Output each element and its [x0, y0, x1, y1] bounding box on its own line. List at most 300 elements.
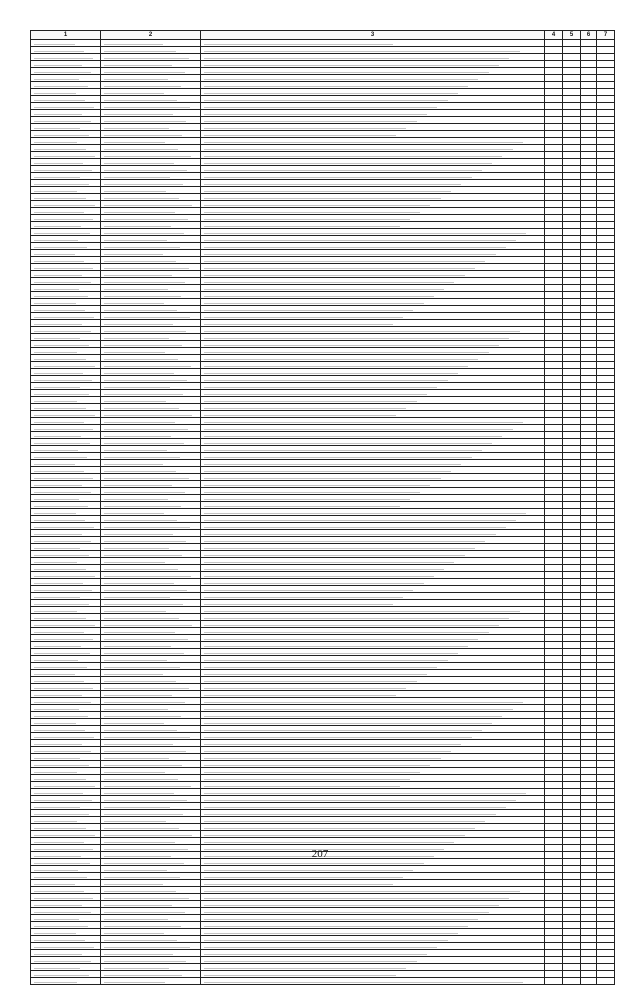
table-cell	[563, 978, 581, 985]
table-cell	[101, 558, 201, 565]
table-cell	[545, 383, 563, 390]
illegible-text-line	[34, 919, 79, 920]
table-cell	[31, 761, 101, 768]
table-row	[31, 362, 615, 369]
illegible-text-line	[204, 205, 430, 206]
illegible-text-line	[204, 779, 410, 780]
table-cell	[101, 145, 201, 152]
table-cell	[31, 698, 101, 705]
illegible-text-line	[104, 219, 188, 220]
table-cell	[201, 866, 545, 873]
illegible-text-line	[104, 478, 189, 479]
table-cell	[201, 628, 545, 635]
illegible-text-line	[34, 863, 90, 864]
table-cell	[581, 82, 597, 89]
table-cell	[545, 565, 563, 572]
table-cell	[31, 348, 101, 355]
table-cell	[581, 621, 597, 628]
table-cell	[563, 880, 581, 887]
table-cell	[545, 796, 563, 803]
illegible-text-line	[34, 401, 77, 402]
table-row	[31, 971, 615, 978]
table-cell	[201, 159, 545, 166]
table-cell	[31, 670, 101, 677]
table-cell	[581, 866, 597, 873]
table-cell	[581, 642, 597, 649]
table-cell	[597, 824, 615, 831]
illegible-text-line	[34, 555, 89, 556]
table-cell	[101, 600, 201, 607]
illegible-text-line	[34, 723, 76, 724]
table-cell	[597, 320, 615, 327]
illegible-text-line	[104, 639, 188, 640]
table-cell	[545, 894, 563, 901]
table-row	[31, 747, 615, 754]
table-row	[31, 250, 615, 257]
table-cell	[545, 145, 563, 152]
illegible-text-line	[204, 436, 502, 437]
table-cell	[31, 768, 101, 775]
table-cell	[545, 110, 563, 117]
table-cell	[597, 453, 615, 460]
table-cell	[581, 600, 597, 607]
table-row	[31, 257, 615, 264]
illegible-text-line	[204, 506, 400, 507]
illegible-text-line	[34, 240, 78, 241]
table-cell	[545, 474, 563, 481]
table-cell	[563, 229, 581, 236]
table-cell	[581, 460, 597, 467]
table-row	[31, 754, 615, 761]
table-cell	[201, 796, 545, 803]
table-cell	[201, 271, 545, 278]
table-cell	[563, 285, 581, 292]
illegible-text-line	[104, 226, 171, 227]
table-cell	[31, 411, 101, 418]
illegible-text-line	[104, 604, 183, 605]
illegible-text-line	[34, 198, 86, 199]
table-cell	[563, 866, 581, 873]
table-cell	[31, 915, 101, 922]
table-cell	[581, 677, 597, 684]
illegible-text-line	[204, 128, 406, 129]
table-cell	[31, 467, 101, 474]
illegible-text-line	[104, 583, 174, 584]
table-cell	[31, 691, 101, 698]
table-row	[31, 719, 615, 726]
illegible-text-line	[204, 331, 520, 332]
illegible-text-line	[34, 765, 89, 766]
table-row	[31, 264, 615, 271]
table-cell	[31, 229, 101, 236]
table-cell	[31, 887, 101, 894]
illegible-text-line	[34, 394, 89, 395]
col-4: 4	[545, 31, 563, 40]
illegible-text-line	[34, 800, 92, 801]
table-cell	[581, 397, 597, 404]
table-cell	[31, 705, 101, 712]
table-cell	[31, 614, 101, 621]
illegible-text-line	[104, 968, 169, 969]
table-cell	[581, 299, 597, 306]
table-cell	[581, 901, 597, 908]
illegible-text-line	[104, 751, 186, 752]
table-cell	[31, 733, 101, 740]
illegible-text-line	[204, 429, 513, 430]
table-cell	[597, 831, 615, 838]
illegible-text-line	[104, 681, 176, 682]
illegible-text-line	[104, 569, 178, 570]
table-cell	[581, 173, 597, 180]
table-cell	[563, 544, 581, 551]
table-cell	[101, 698, 201, 705]
table-cell	[581, 558, 597, 565]
table-cell	[31, 320, 101, 327]
table-cell	[581, 551, 597, 558]
illegible-text-line	[104, 660, 167, 661]
table-cell	[563, 635, 581, 642]
illegible-text-line	[34, 44, 75, 45]
table-cell	[563, 775, 581, 782]
table-cell	[101, 243, 201, 250]
table-cell	[563, 327, 581, 334]
illegible-text-line	[34, 366, 95, 367]
illegible-text-line	[104, 275, 172, 276]
table-cell	[201, 887, 545, 894]
illegible-text-line	[34, 779, 86, 780]
table-cell	[201, 355, 545, 362]
table-cell	[597, 425, 615, 432]
table-cell	[201, 180, 545, 187]
table-cell	[101, 684, 201, 691]
table-cell	[201, 950, 545, 957]
table-cell	[201, 978, 545, 985]
table-cell	[597, 572, 615, 579]
table-cell	[31, 362, 101, 369]
illegible-text-line	[104, 576, 191, 577]
table-cell	[597, 726, 615, 733]
table-cell	[31, 201, 101, 208]
illegible-text-line	[104, 947, 190, 948]
illegible-text-line	[204, 891, 520, 892]
table-cell	[563, 691, 581, 698]
table-cell	[597, 719, 615, 726]
illegible-text-line	[34, 576, 95, 577]
illegible-text-line	[34, 737, 94, 738]
table-cell	[581, 376, 597, 383]
table-row	[31, 75, 615, 82]
illegible-text-line	[104, 625, 192, 626]
table-cell	[581, 803, 597, 810]
table-cell	[101, 54, 201, 61]
table-cell	[101, 565, 201, 572]
illegible-text-line	[204, 492, 420, 493]
table-cell	[597, 61, 615, 68]
table-cell	[581, 446, 597, 453]
table-cell	[597, 565, 615, 572]
illegible-text-line	[204, 919, 478, 920]
table-row	[31, 684, 615, 691]
table-cell	[563, 61, 581, 68]
illegible-text-line	[104, 429, 188, 430]
table-row	[31, 320, 615, 327]
table-cell	[597, 292, 615, 299]
illegible-text-line	[34, 632, 84, 633]
table-row	[31, 404, 615, 411]
table-row	[31, 397, 615, 404]
table-cell	[31, 621, 101, 628]
table-cell	[581, 208, 597, 215]
illegible-text-line	[204, 443, 492, 444]
illegible-text-line	[204, 968, 406, 969]
table-cell	[201, 124, 545, 131]
table-cell	[201, 649, 545, 656]
illegible-text-line	[104, 954, 173, 955]
illegible-text-line	[104, 177, 170, 178]
table-cell	[201, 306, 545, 313]
table-cell	[201, 453, 545, 460]
illegible-text-line	[104, 107, 190, 108]
illegible-text-line	[34, 156, 95, 157]
table-cell	[597, 327, 615, 334]
table-cell	[201, 390, 545, 397]
table-row	[31, 803, 615, 810]
table-cell	[101, 936, 201, 943]
illegible-text-line	[104, 772, 165, 773]
illegible-text-line	[204, 947, 437, 948]
table-cell	[101, 194, 201, 201]
table-cell	[545, 334, 563, 341]
table-cell	[581, 698, 597, 705]
table-cell	[563, 649, 581, 656]
table-row	[31, 369, 615, 376]
table-cell	[31, 747, 101, 754]
table-cell	[563, 320, 581, 327]
table-cell	[545, 341, 563, 348]
table-cell	[101, 355, 201, 362]
table-cell	[545, 467, 563, 474]
table-cell	[201, 236, 545, 243]
table-cell	[563, 166, 581, 173]
table-row	[31, 726, 615, 733]
table-cell	[31, 950, 101, 957]
table-cell	[101, 803, 201, 810]
illegible-text-line	[104, 268, 189, 269]
table-cell	[545, 348, 563, 355]
table-cell	[101, 922, 201, 929]
table-row	[31, 810, 615, 817]
table-cell	[581, 607, 597, 614]
table-cell	[563, 418, 581, 425]
table-cell	[101, 334, 201, 341]
table-cell	[31, 880, 101, 887]
table-row	[31, 600, 615, 607]
table-cell	[31, 474, 101, 481]
table-cell	[563, 334, 581, 341]
table-cell	[201, 208, 545, 215]
illegible-text-line	[34, 58, 93, 59]
illegible-text-line	[104, 65, 172, 66]
col-2: 2	[101, 31, 201, 40]
illegible-text-line	[104, 737, 190, 738]
table-cell	[545, 600, 563, 607]
table-cell	[31, 824, 101, 831]
table-cell	[545, 824, 563, 831]
table-cell	[581, 257, 597, 264]
illegible-text-line	[34, 898, 93, 899]
illegible-text-line	[34, 310, 85, 311]
table-cell	[563, 390, 581, 397]
table-cell	[545, 789, 563, 796]
table-row	[31, 453, 615, 460]
table-cell	[597, 187, 615, 194]
table-row	[31, 523, 615, 530]
table-cell	[581, 565, 597, 572]
illegible-text-line	[34, 709, 79, 710]
table-cell	[563, 936, 581, 943]
table-row	[31, 509, 615, 516]
illegible-text-line	[204, 842, 454, 843]
illegible-text-line	[204, 646, 468, 647]
table-cell	[201, 565, 545, 572]
illegible-text-line	[104, 380, 187, 381]
table-cell	[201, 761, 545, 768]
table-row	[31, 572, 615, 579]
table-cell	[545, 579, 563, 586]
illegible-text-line	[34, 163, 83, 164]
table-cell	[31, 404, 101, 411]
table-cell	[201, 544, 545, 551]
table-row	[31, 593, 615, 600]
table-cell	[201, 754, 545, 761]
table-cell	[101, 782, 201, 789]
table-cell	[201, 166, 545, 173]
table-cell	[545, 509, 563, 516]
table-cell	[101, 257, 201, 264]
table-cell	[201, 775, 545, 782]
illegible-text-line	[204, 387, 437, 388]
table-cell	[563, 264, 581, 271]
table-cell	[201, 537, 545, 544]
table-cell	[201, 502, 545, 509]
illegible-text-line	[104, 100, 177, 101]
table-cell	[545, 194, 563, 201]
illegible-text-line	[34, 471, 84, 472]
table-cell	[581, 124, 597, 131]
table-cell	[563, 663, 581, 670]
table-cell	[563, 306, 581, 313]
table-cell	[563, 278, 581, 285]
table-cell	[563, 383, 581, 390]
table-cell	[581, 824, 597, 831]
table-row	[31, 131, 615, 138]
table-row	[31, 712, 615, 719]
table-cell	[31, 257, 101, 264]
illegible-text-line	[204, 639, 478, 640]
illegible-text-line	[204, 149, 513, 150]
table-cell	[563, 187, 581, 194]
table-cell	[563, 173, 581, 180]
table-cell	[101, 887, 201, 894]
table-cell	[563, 68, 581, 75]
table-cell	[545, 957, 563, 964]
table-cell	[581, 915, 597, 922]
table-cell	[101, 544, 201, 551]
table-cell	[201, 376, 545, 383]
illegible-text-line	[204, 877, 403, 878]
table-cell	[597, 495, 615, 502]
table-cell	[201, 782, 545, 789]
table-cell	[101, 929, 201, 936]
table-cell	[31, 635, 101, 642]
table-cell	[31, 782, 101, 789]
illegible-text-line	[204, 751, 451, 752]
table-cell	[545, 159, 563, 166]
illegible-text-line	[34, 961, 91, 962]
table-cell	[31, 516, 101, 523]
table-cell	[101, 733, 201, 740]
illegible-text-line	[204, 310, 413, 311]
illegible-text-line	[104, 415, 192, 416]
table-cell	[101, 838, 201, 845]
illegible-text-line	[104, 562, 165, 563]
table-cell	[597, 173, 615, 180]
table-cell	[563, 502, 581, 509]
table-cell	[545, 621, 563, 628]
table-cell	[31, 719, 101, 726]
table-cell	[563, 425, 581, 432]
table-cell	[201, 509, 545, 516]
table-cell	[201, 831, 545, 838]
table-cell	[597, 201, 615, 208]
illegible-text-line	[204, 156, 502, 157]
illegible-text-line	[104, 765, 182, 766]
table-cell	[545, 152, 563, 159]
illegible-text-line	[204, 163, 492, 164]
illegible-text-line	[204, 345, 499, 346]
illegible-text-line	[204, 576, 434, 577]
table-cell	[201, 152, 545, 159]
table-cell	[563, 719, 581, 726]
table-cell	[545, 971, 563, 978]
illegible-text-line	[204, 324, 393, 325]
table-cell	[563, 145, 581, 152]
table-cell	[597, 341, 615, 348]
illegible-text-line	[204, 954, 427, 955]
table-cell	[545, 89, 563, 96]
col-3: 3	[201, 31, 545, 40]
illegible-text-line	[34, 583, 83, 584]
table-row	[31, 411, 615, 418]
table-cell	[201, 341, 545, 348]
table-cell	[101, 166, 201, 173]
illegible-text-line	[104, 541, 186, 542]
table-cell	[101, 187, 201, 194]
table-cell	[581, 61, 597, 68]
table-cell	[545, 250, 563, 257]
table-cell	[563, 621, 581, 628]
table-cell	[563, 915, 581, 922]
table-cell	[597, 677, 615, 684]
illegible-text-line	[34, 646, 81, 647]
table-cell	[201, 222, 545, 229]
illegible-text-line	[34, 534, 82, 535]
table-cell	[101, 943, 201, 950]
illegible-text-line	[104, 555, 182, 556]
table-cell	[201, 943, 545, 950]
table-cell	[597, 166, 615, 173]
table-cell	[597, 362, 615, 369]
